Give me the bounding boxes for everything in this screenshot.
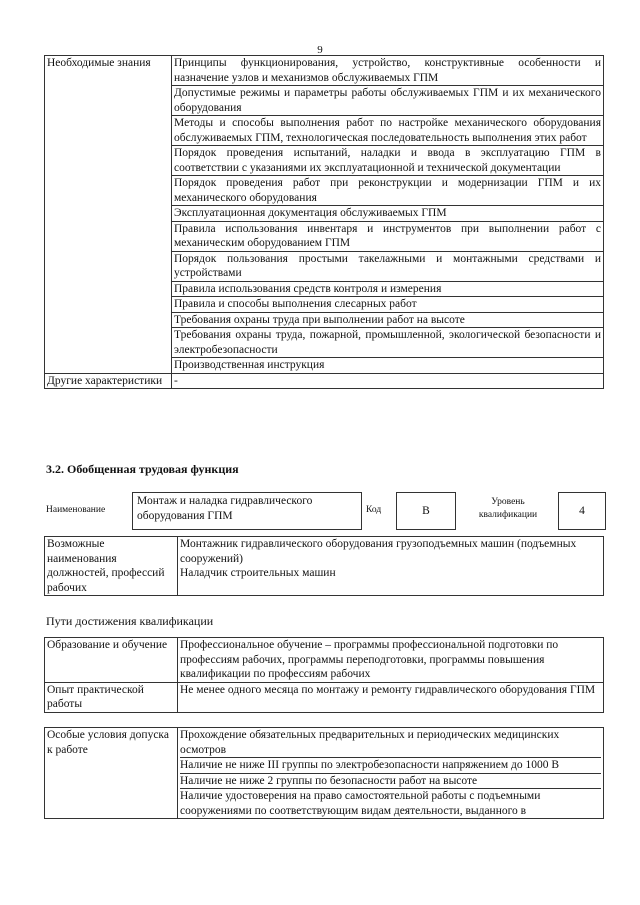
other-row — [45, 373, 604, 389]
admission-item: Прохождение обязательных предварительных и периодических медицинских осмотров — [180, 728, 601, 758]
experience-label: Опыт практической работы — [45, 682, 178, 712]
knowledge-item: Требования охраны труда при выполнении работ на высоте — [172, 312, 604, 328]
position-item: Наладчик строительных машин — [180, 567, 336, 579]
knowledge-item: Методы и способы выполнения работ по настройке механического оборудования обслуживаемых ГПМ, технологическая последовательность выполнения этих работ — [172, 116, 604, 146]
knowledge-item: Требования охраны труда, пожарной, промышленной, экологической безопасности и электробезопасности — [172, 328, 604, 358]
knowledge-item: Порядок проведения испытаний, наладки и ввода в эксплуатацию ГПМ в соответствии с указаниями их эксплуатационной и технической документации — [172, 146, 604, 176]
knowledge-item: Правила и способы выполнения слесарных работ — [172, 297, 604, 313]
knowledge-item: Порядок пользования простыми такелажными и монтажными средствами и устройствами — [172, 251, 604, 281]
knowledge-label: Необходимые знания — [45, 56, 172, 374]
positions-label: Возможные наименования должностей, профессий рабочих — [45, 537, 178, 596]
position-item: Монтажник гидравлического оборудования грузоподъемных машин (подъемных сооружений) — [180, 538, 577, 565]
experience-value: Не менее одного месяца по монтажу и ремонту гидравлического оборудования ГПМ — [178, 682, 604, 712]
code-value: В — [396, 492, 456, 530]
function-header — [44, 492, 604, 530]
knowledge-table — [44, 55, 604, 389]
code-label: Код — [366, 505, 382, 515]
knowledge-item: Правила использования инвентаря и инструментов при выполнении работ с механическим оборудованием ГПМ — [172, 221, 604, 251]
admission-label: Особые условия допуска к работе — [45, 728, 178, 819]
level-value: 4 — [558, 492, 606, 530]
education-value: Профессиональное обучение – программы профессиональной подготовки по профессиям рабочих, программы переподготовки, программы повышения квалификации по профессиям рабочих — [178, 638, 604, 683]
knowledge-item: Правила использования средств контроля и измерения — [172, 281, 604, 297]
name-label: Наименование — [46, 505, 106, 515]
other-value: - — [172, 373, 604, 389]
level-label: Уровень квалификации — [478, 497, 538, 520]
admission-values — [178, 728, 604, 819]
education-label: Образование и обучение — [45, 638, 178, 683]
qualification-table — [44, 637, 604, 713]
section-title: 3.2. Обобщенная трудовая функция — [46, 462, 239, 476]
paths-title: Пути достижения квалификации — [46, 614, 214, 628]
knowledge-item: Порядок проведения работ при реконструкции и модернизации ГПМ и их механического оборудования — [172, 176, 604, 206]
admission-item: Наличие не ниже III группы по электробезопасности напряжением до 1000 В — [180, 758, 601, 774]
admission-item: Наличие удостоверения на право самостоятельной работы с подъемными сооружениями по соответствующим видам деятельности, выданного в — [180, 790, 541, 817]
other-label: Другие характеристики — [45, 373, 172, 389]
positions-values — [178, 537, 604, 596]
admission-item: Наличие не ниже 2 группы по безопасности работ на высоте — [180, 774, 601, 790]
page-number: 9 — [317, 44, 323, 56]
knowledge-item: Эксплуатационная документация обслуживаемых ГПМ — [172, 206, 604, 222]
knowledge-item: Принципы функционирования, устройство, конструктивные особенности и назначение узлов и механизмов обслуживаемых ГПМ — [172, 56, 604, 86]
knowledge-row — [45, 56, 604, 86]
knowledge-item: Допустимые режимы и параметры работы обслуживаемых ГПМ и их механического оборудования — [172, 86, 604, 116]
positions-table — [44, 536, 604, 596]
name-value: Монтаж и наладка гидравлического оборудования ГПМ — [132, 492, 362, 530]
admission-table — [44, 727, 604, 819]
knowledge-item: Производственная инструкция — [172, 358, 604, 374]
